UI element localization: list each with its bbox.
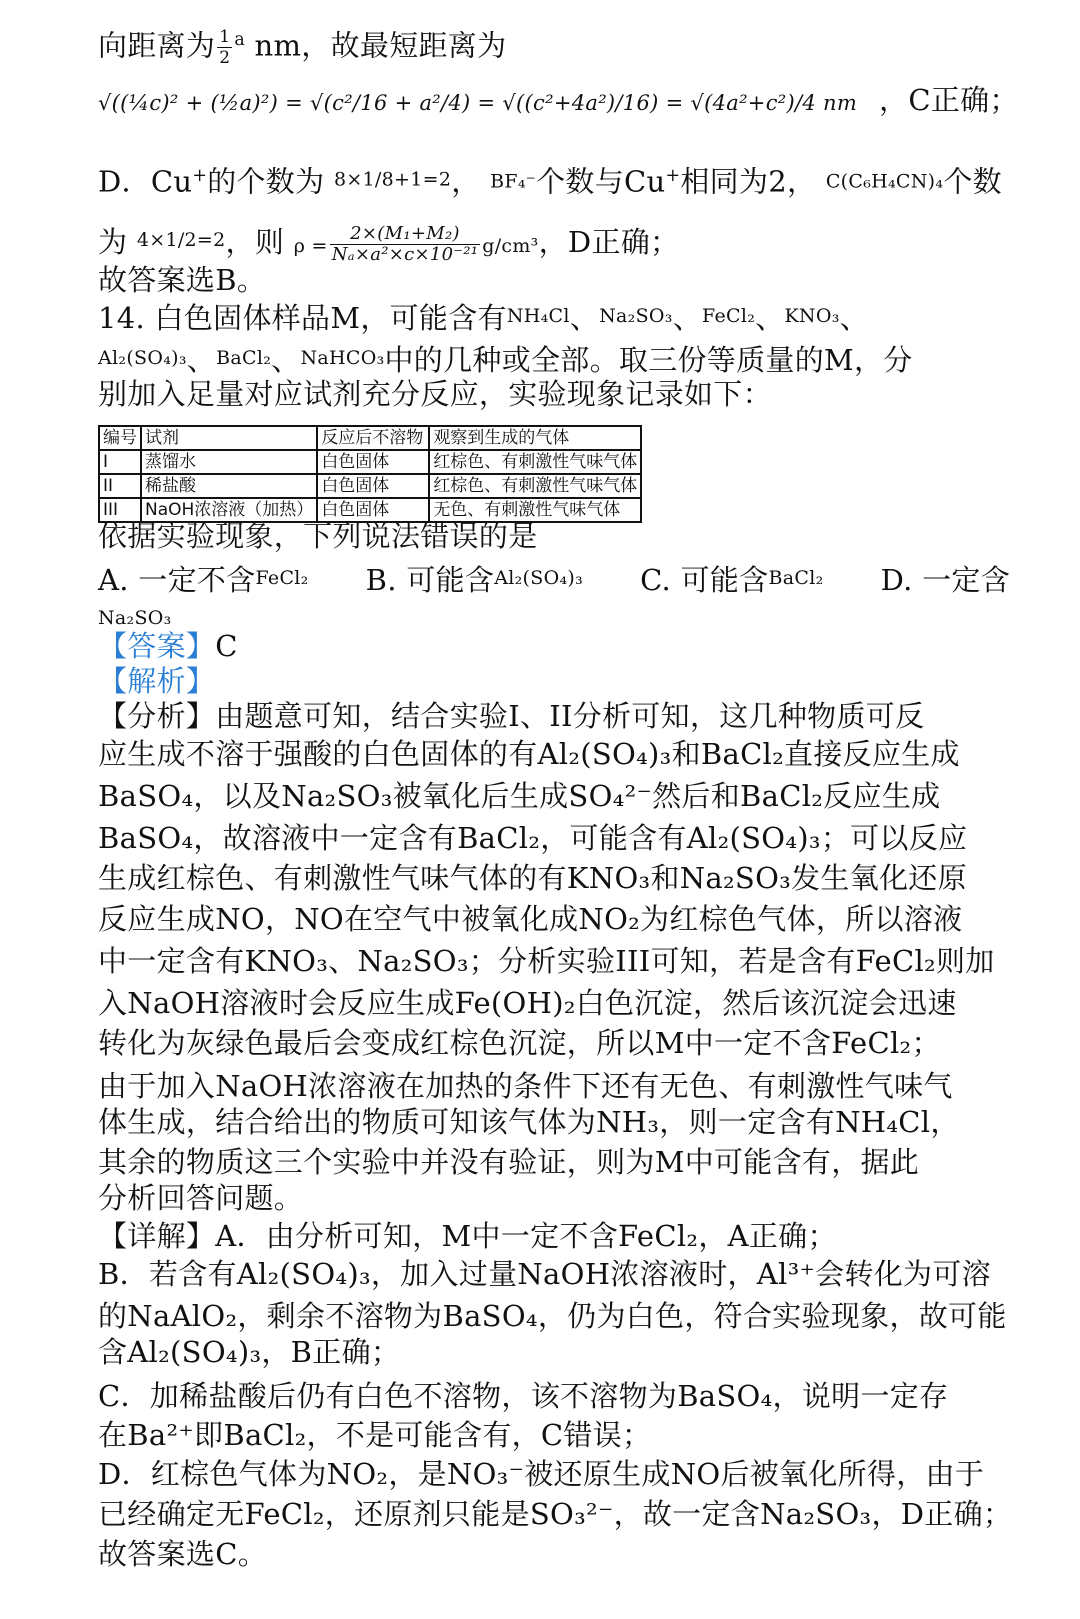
formula: Al₂(SO₄)₃ <box>494 567 584 589</box>
table-header: 观察到生成的气体 <box>429 426 641 450</box>
analysis-tag: 【解析】 <box>98 664 216 698</box>
detail-line: D．红棕色气体为NO₂，是NO₃⁻被还原生成NO后被氧化所得，由于 <box>98 1457 985 1491</box>
frac-den: 2 <box>219 47 231 68</box>
analysis-line: 反应生成NO，NO在空气中被氧化成NO₂为红棕色气体，所以溶液 <box>98 902 963 936</box>
text: ，C正确； <box>879 83 1019 117</box>
formula: FeCl₂ <box>702 305 756 327</box>
fraction-half <box>217 27 232 68</box>
analysis-line: 其余的物质这三个实验中并没有验证，则为M中可能含有，据此 <box>98 1145 920 1179</box>
detail-line: 已经确定无FeCl₂，还原剂只能是SO₃²⁻，故一定含Na₂SO₃，D正确； <box>98 1497 1013 1531</box>
table-cell: 蒸馏水 <box>141 450 317 474</box>
text: 、 <box>569 301 600 335</box>
option-b: B. 可能含 <box>365 563 495 597</box>
analysis-line: 分析回答问题。 <box>98 1181 304 1215</box>
sup-a: a <box>234 30 245 50</box>
text: 个数 <box>943 164 1002 199</box>
text: 、 <box>755 301 785 335</box>
text: 的个数为 <box>207 164 325 199</box>
density-fraction <box>330 224 481 265</box>
line-1 <box>98 22 506 68</box>
detail-line: 在Ba²⁺即BaCl₂，不是可能含有，C错误； <box>98 1418 652 1452</box>
detail-line: B．若含有Al₂(SO₄)₃，加入过量NaOH浓溶液时，Al³⁺会转化为可溶 <box>98 1257 991 1291</box>
frac-num: 2×(M₁+M₂) <box>330 224 481 245</box>
text: ，则 <box>225 225 285 259</box>
option-a: A. 一定不含 <box>98 563 256 597</box>
answer-tag: 【答案】 <box>98 629 216 663</box>
text: ， <box>451 164 481 199</box>
table-cell: III <box>99 498 141 522</box>
text: 相同为2， <box>680 164 817 199</box>
table-cell: 稀盐酸 <box>141 474 317 498</box>
detail-line: 故答案选C。 <box>98 1537 267 1571</box>
table-cell: 无色、有刺激性气味气体 <box>429 498 641 522</box>
text: ，D正确； <box>538 225 680 259</box>
analysis-line: 转化为灰绿色最后会变成红棕色沉淀，所以M中一定不含FeCl₂； <box>98 1026 941 1060</box>
line-2-formula <box>98 82 1019 121</box>
text: 个数与Cu <box>536 164 666 199</box>
line-8: 别加入足量对应试剂充分反应，实验现象记录如下： <box>98 377 772 411</box>
analysis-line: 【分析】由题意可知，结合实验I、II分析可知，这几种物质可反 <box>98 699 925 733</box>
answer-value: C <box>215 629 238 663</box>
detail-line: 含Al₂(SO₄)₃，B正确； <box>98 1335 401 1369</box>
table-row <box>99 450 641 474</box>
analysis-line: 生成红棕色、有刺激性气味气体的有KNO₃和Na₂SO₃发生氧化还原 <box>98 861 967 895</box>
table-header-row <box>99 426 641 450</box>
analysis-line: 体生成，结合给出的物质可知该气体为NH₃，则一定含有NH₄Cl， <box>98 1105 960 1139</box>
question-stem: 依据实验现象，下列说法错误的是 <box>98 519 538 553</box>
formula: 8×1/8+1=2 <box>333 168 452 191</box>
table-header: 编号 <box>99 426 141 450</box>
text: 、 <box>839 301 869 335</box>
analysis-line: BaSO₄，以及Na₂SO₃被氧化后生成SO₄²⁻然后和BaCl₂反应生成 <box>98 779 941 813</box>
table-cell: 红棕色、有刺激性气味气体 <box>429 450 641 474</box>
formula: FeCl₂ <box>255 567 309 589</box>
text: 、 <box>186 343 217 377</box>
text: 、 <box>672 301 702 335</box>
table-cell: 白色固体 <box>317 498 429 522</box>
formula: 4×1/2=2 <box>136 229 226 251</box>
text: D．Cu <box>98 164 193 199</box>
analysis-line: 应生成不溶于强酸的白色固体的有Al₂(SO₄)₃和BaCl₂直接反应生成 <box>98 737 960 771</box>
distance-formula: √((¼c)² + (½a)²) = √(c²/16 + a²/4) = √((c²+4a²)/16) = √(4a²+c²)/4 nm <box>98 91 858 115</box>
text: 向距离为 <box>98 28 216 63</box>
table-cell: 白色固体 <box>317 474 429 498</box>
formula: Na₂SO₃ <box>599 305 673 327</box>
table-cell: I <box>99 450 141 474</box>
table-cell: 红棕色、有刺激性气味气体 <box>429 474 641 498</box>
formula: NaHCO₃ <box>300 347 385 369</box>
text: nm，故最短距离为 <box>245 28 507 63</box>
formula: KNO₃ <box>784 305 840 327</box>
table-cell: NaOH浓溶液（加热） <box>141 498 317 522</box>
frac-den: Nₐ×a²×c×10⁻²¹ <box>331 243 479 265</box>
text: 为 <box>98 225 128 259</box>
line-7 <box>98 340 913 378</box>
line-6 <box>98 298 869 336</box>
detail-line: C．加稀盐酸后仍有白色不溶物，该不溶物为BaSO₄，说明一定存 <box>98 1379 949 1413</box>
table-row <box>99 474 641 498</box>
analysis-line: 中一定含有KNO₃、Na₂SO₃；分析实验III可知，若是含有FeCl₂则加 <box>98 944 995 978</box>
analysis-line: 入NaOH溶液时会反应生成Fe(OH)₂白色沉淀，然后该沉淀会迅速 <box>98 986 957 1020</box>
experiment-table <box>98 425 642 523</box>
detail-line: 【详解】A．由分析可知，M中一定不含FeCl₂，A正确； <box>98 1219 837 1253</box>
formula: NH₄Cl <box>506 305 570 327</box>
line-5: 故答案选B。 <box>98 263 267 297</box>
unit: g/cm³ <box>482 235 539 257</box>
line-3: D．Cu+的个数为 $^{8\times 1/8+1=2}$， BF₄⁻个数与Cu+相同为2， C(C₆H₄CN)₄个数 <box>98 164 1002 199</box>
table-cell: 白色固体 <box>317 450 429 474</box>
formula: BF₄⁻ <box>490 170 537 193</box>
formula: Al₂(SO₄)₃ <box>98 347 187 369</box>
analysis-line: BaSO₄，故溶液中一定含有BaCl₂，可能含有Al₂(SO₄)₃；可以反应 <box>98 821 968 855</box>
table-header: 试剂 <box>141 426 317 450</box>
option-d-formula: Na₂SO₃ <box>98 607 172 629</box>
formula: BaCl₂ <box>216 347 272 369</box>
answer-line <box>98 628 238 664</box>
detail-line: 的NaAlO₂，剩余不溶物为BaSO₄，仍为白色，符合实验现象，故可能 <box>98 1299 1007 1333</box>
line-4 <box>98 222 679 265</box>
formula: C(C₆H₄CN)₄ <box>825 170 944 193</box>
analysis-line: 由于加入NaOH浓溶液在加热的条件下还有无色、有刺激性气味气 <box>98 1069 953 1103</box>
frac-num: 1 <box>219 26 231 47</box>
text: 14. 白色固体样品M，可能含有 <box>98 301 507 335</box>
text: 中的几种或全部。取三份等质量的M，分 <box>384 343 913 377</box>
formula: BaCl₂ <box>768 567 824 589</box>
option-c: C. 可能含 <box>640 563 769 597</box>
option-d: D. 一定含 <box>880 563 1011 597</box>
formula: ρ = <box>293 235 328 257</box>
options-line <box>98 560 1010 598</box>
text: 、 <box>271 343 301 377</box>
table-cell: II <box>99 474 141 498</box>
table-header: 反应后不溶物 <box>317 426 429 450</box>
